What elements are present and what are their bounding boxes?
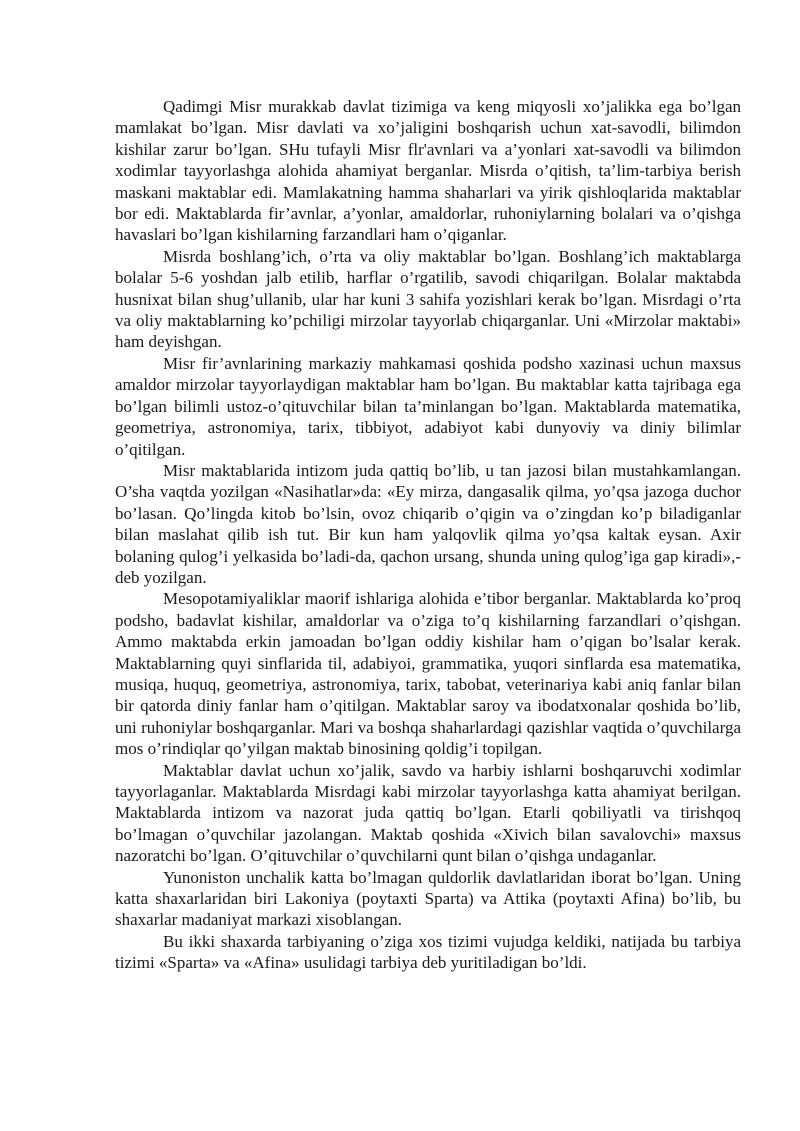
paragraph-greece: Yunoniston unchalik katta bo’lmagan quldorlik davlatlaridan iborat bo’lgan. Uning katta shaxarlaridan biri Lakoniya (poytaxti Sparta) va Attika (poytaxti Afina) bo’lib, bu shaxarlar madaniyat markazi xisoblangan. bbox=[115, 867, 741, 930]
paragraph-misr-schools: Misrda boshlang’ich, o’rta va oliy maktablar bo’lgan. Boshlang’ich maktablarga bolalar 5-6 yoshdan jalb etilib, harflar o’rgatilib, savodi chiqarilgan. Bolalar maktabda husnixat bilan shug’ullanib, ular har kuni 3 sahifa yozishlari kerak bo’lgan. Misrdagi o’rta va oliy maktablarning ko’pchiligi mirzolar tayyorlab chiqarganlar. Uni «Mirzolar maktabi» ham deyishgan. bbox=[115, 246, 741, 352]
paragraph-scribe-schools: Misr fir’avnlarining markaziy mahkamasi qoshida podsho xazinasi uchun maxsus amaldor mirzolar tayyorlaydigan maktablar ham bo’lgan. Bu maktablar katta tajribaga ega bo’lgan bilimli ustoz-o’qituvchilar bilan ta’minlangan bo’lgan. Maktablarda matematika, geometriya, astronomiya, tarix, tibbiyot, adabiyot kabi dunyoviy va diniy bilimlar o’qitilgan. bbox=[115, 353, 741, 459]
paragraph-school-staff: Maktablar davlat uchun xo’jalik, savdo va harbiy ishlarni boshqaruvchi xodimlar tayyorlaganlar. Maktablarda Misrdagi kabi mirzolar tayyorlashga katta ahamiyat berilgan. Maktablarda intizom va nazorat juda qattiq bo’lgan. Etarli qobiliyatli va tirishqoq bo’lmagan o’quvchilar jazolangan. Maktab qoshida «Xivich bilan savalovchi» maxsus nazoratchi bo’lgan. O’qituvchilar o’quvchilarni qunt bilan o’qishga undaganlar. bbox=[115, 760, 741, 866]
paragraph-misr-intro: Qadimgi Misr murakkab davlat tizimiga va keng miqyosli xo’jalikka ega bo’lgan mamlakat bo’lgan. Misr davlati va xo’jaligini boshqarish uchun xat-savodli, bilimdon kishilar zarur bo’lgan. SHu tufayli Misr flr'avnlari va a’yonlari xat-savodli va bilimdon xodimlar tayyorlashga alohida ahamiyat berganlar. Misrda o’qitish, ta’lim-tarbiya berish maskani maktablar edi. Mamlakatning hamma shaharlari va yirik qishloqlarida maktablar bor edi. Maktablarda fir’avnlar, a’yonlar, amaldorlar, ruhoniylarning bolalari va o’qishga havaslari bo’lgan kishilarning farzandlari ham o’qiganlar. bbox=[115, 97, 741, 245]
paragraph-sparta-afina: Bu ikki shaxarda tarbiyaning o’ziga xos tizimi vujudga keldiki, natijada bu tarbiya tizimi «Sparta» va «Afina» usulidagi tarbiya deb yuritiladigan bo’ldi. bbox=[115, 931, 741, 973]
paragraph-mesopotamia: Mesopotamiyaliklar maorif ishlariga alohida e’tibor berganlar. Maktablarda ko’proq podsho, badavlat kishilar, amaldorlar va o’ziga to’q kishilarning farzandlari o’qishgan. Ammo maktabda erkin jamoadan bo’lgan oddiy kishilar ham o’qigan bo’lsalar kerak. Maktablarning quyi sinflarida til, adabiyoi, grammatika, yuqori sinflarda esa matematika, musiqa, huquq, geometriya, astronomiya, tarix, tabobat, veterinariya kabi aniq fanlar bilan bir qatorda diniy fanlar ham o’qitilgan. Maktablar saroy va ibodatxonalar qoshida bo’lib, uni ruhoniylar boshqarganlar. Mari va boshqa shaharlardagi qazishlar vaqtida o’quvchilarga mos o’rindiqlar qo’yilgan maktab binosining qoldig’i topilgan. bbox=[115, 589, 741, 759]
paragraph-discipline: Misr maktablarida intizom juda qattiq bo’lib, u tan jazosi bilan mustahkamlangan. O’sha vaqtda yozilgan «Nasihatlar»da: «Ey mirza, dangasalik qilma, yo’qsa jazoga duchor bo’lasan. Qo’lingda kitob bo’lsin, ovoz chiqarib o’qigin va o’zingdan ko’p biladiganlar bilan maslahat qilib ish tut. Bir kun ham yalqovlik qilma yo’qsa kaltak eysan. Axir bolaning qulog’i yelkasida bo’ladi-da, qachon ursang, shunda uning qulog’iga gap kiradi»,-deb yozilgan. bbox=[115, 460, 741, 587]
document-page bbox=[115, 96, 741, 974]
